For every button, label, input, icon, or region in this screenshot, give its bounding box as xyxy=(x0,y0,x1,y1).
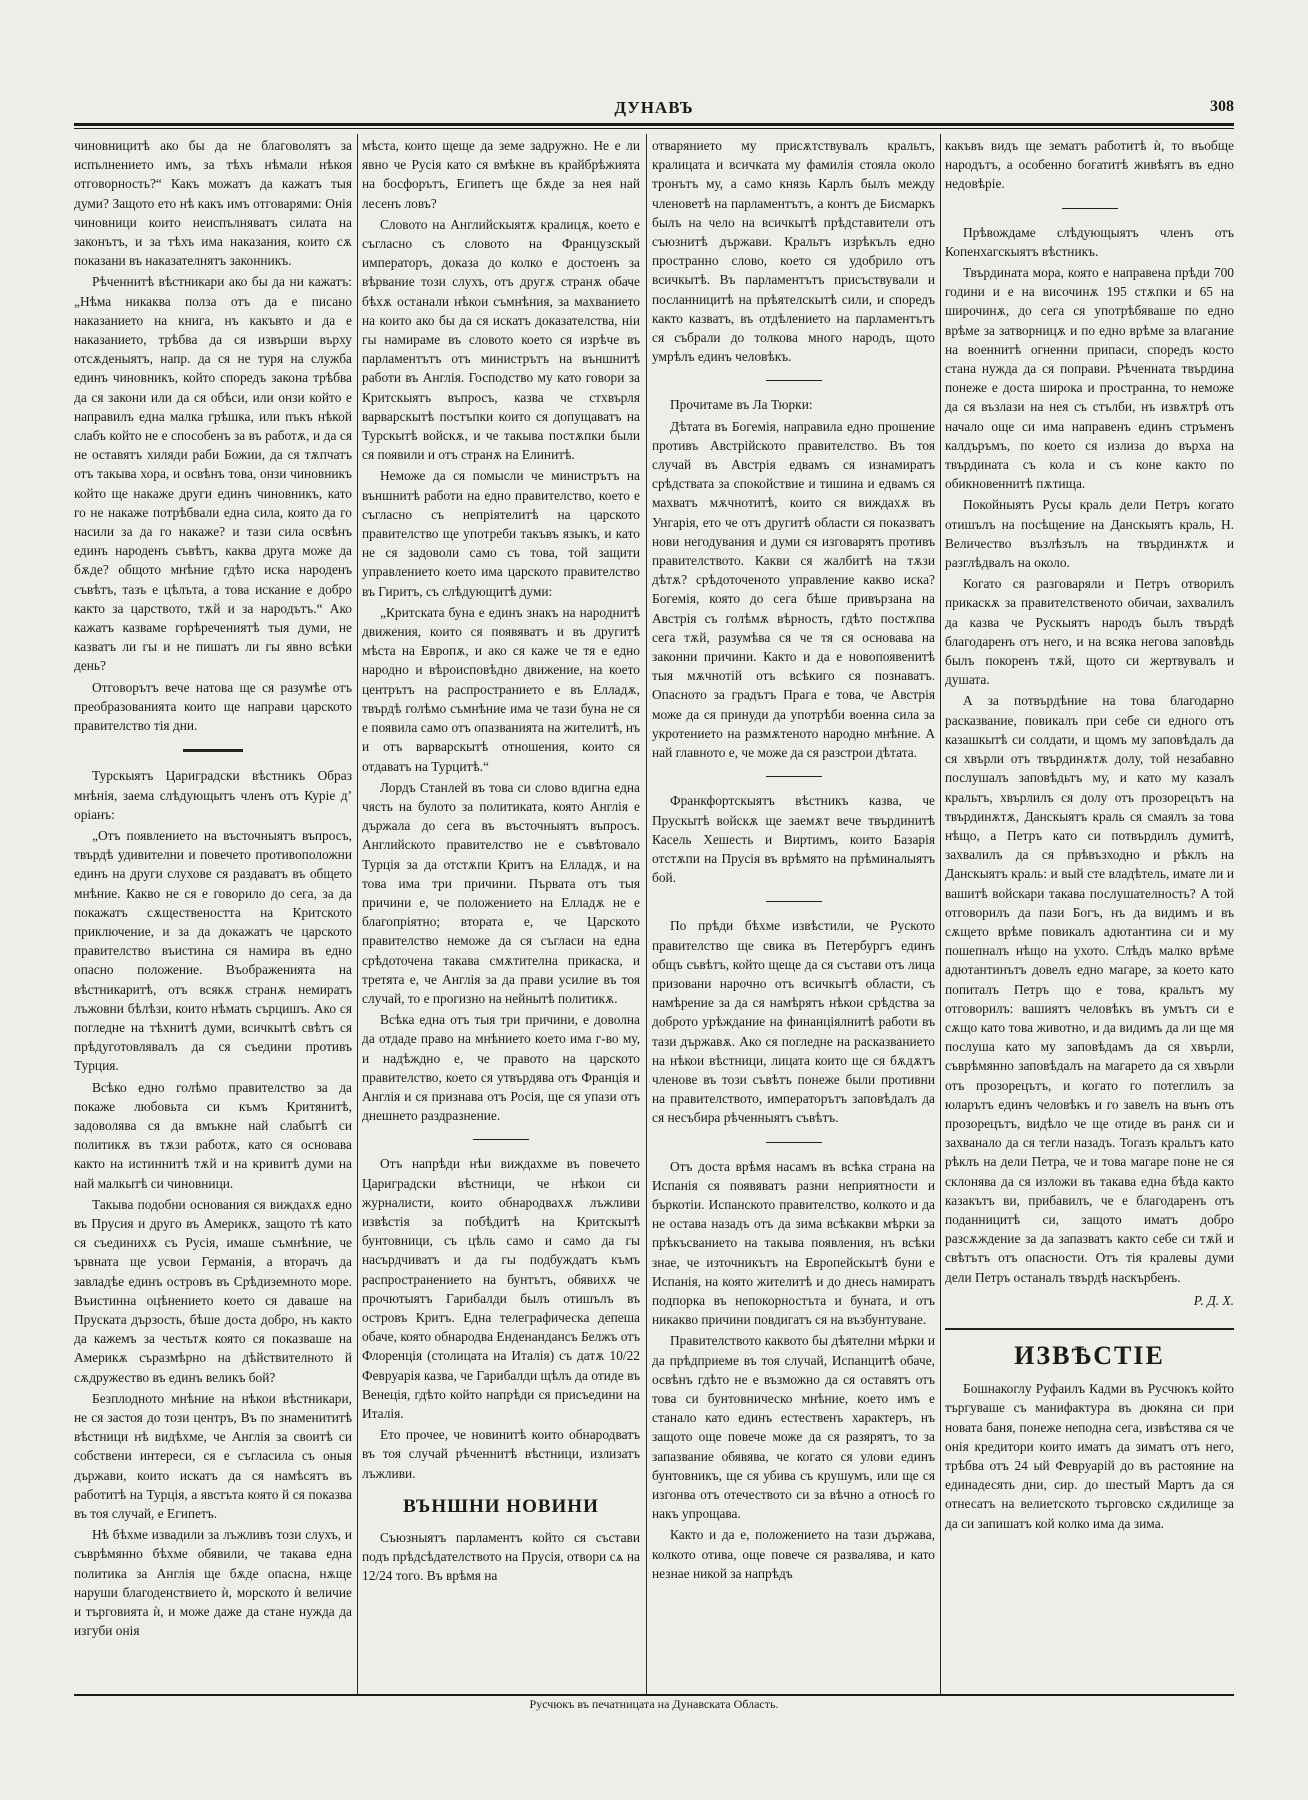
section-separator xyxy=(473,1139,529,1140)
printer-footer: Русчюкъ въ печатницата на Дунавската Область. xyxy=(529,1697,779,1711)
section-separator xyxy=(1062,208,1118,209)
paragraph: Когато ся разговаряли и Петръ отворилъ прикаскѫ за правителственото обичаи, захвалилъ да казва че Рускыятъ народъ былъ твърдѣ благодаренъ отъ него, и на всяка негова заповѣдь былъ покоренъ тѫй, щото си жертвувалъ и душата. xyxy=(945,576,1234,688)
paragraph: Лордъ Станлей въ това си слово вдигна една чясть на булото за политиката, която Англія е държала до сега въ въсточныятъ въпросъ. Английското правителство не е съвѣтовало Турція за да отстѫпи Критъ на Елладѫ, и на това има три причини. Първата отъ тыя причини е, че положението на Елладѫ не е благопріятно; втората е, че Царското правителство неможе да ся съгласи на една срѣдоточена такава смѫтителна прикаска, и третята е, че Англія за да прави усилие въ тоя случай, то е прогизно на нейнытѣ политикѫ. xyxy=(362,779,640,1006)
paragraph: Както и да е, положението на тази държава, колкото отива, още повече ся развалява, и като незнае никой за напрѣдъ xyxy=(652,1527,935,1581)
paragraph: отварянието му присѫтствувалъ кральтъ, кралицата и всичката му фамилія стояла около тронътъ му, а само князь Карлъ былъ между членоветѣ на парламентътъ, а контъ де Бисмаркъ былъ на чело на всичкытѣ прѣдставители отъ съюзнитѣ държави. Кральтъ изрѣкълъ едно пространно слово, което ся удобрило отъ всичкытѣ. Въ парламентътъ присъствували и посланницитѣ на прѣятелскытѣ сили, и споредъ както казватъ, въ отдѣлението на парламентътъ ся събрали до толкова много народъ, щото умрѣлъ единъ человѣкъ. xyxy=(652,138,935,365)
paragraph: чиновницитѣ ако бы да не благоволятъ за испълнението имъ, за тѣхъ нѣмали нѣкоя отговорность?“ Какъ можатъ да кажатъ тыя думи? Защото ето нѣ какъ имъ отговарями: Онія чиновници които неиспълняватъ силата на законътъ, и за тѣхъ има наказания, които сѫ показани въ наказателнятъ законникъ. xyxy=(74,138,352,269)
column-divider xyxy=(357,134,358,1694)
paragraph: „Отъ появлението на въсточныятъ въпросъ, твърдѣ удивителни и повечето противоположни единъ на други слухове ся раздаватъ въ общето мнѣние. Какво не ся е говорило до сега, за да покажатъ сѫществеността на Критското приключение, и за да докажатъ че царското правителство въистина ся намира въ едно опасно положение. Въображенията на вѣстникаритѣ, отъ всякѫ странѫ немиратъ лъжовни бѣлѣзи, които нѣмать сърцишъ. Ако ся погледне на тѣхнитѣ думи, всичкытѣ свѣтъ ся прѣдуготовлявалъ да ся съедини противъ Турция. xyxy=(74,827,352,1074)
section-separator xyxy=(766,901,822,902)
paragraph: По прѣди бѣхме извѣстили, че Руското правителство ще свика въ Петербургъ единъ общъ съвѣтъ, който щеще да ся състави отъ лица призовани нарочно отъ всичкытѣ области, съ намѣрение за да ся намѣрятъ нѣкои срѣдства за доброто урѣждание на финанціялнитѣ работи въ тази държавѫ. Ако ся погледне на расказванието на нѣкои вѣстници, лицата които ще ся бѫдѫтъ членове въ този съвѣтъ понеже были противни на правителството, императорътъ заповѣдалъ да ся несъбира рѣченныятъ съвѣтъ. xyxy=(652,918,935,1126)
paragraph: какъвъ видъ ще зематъ работитѣ ѝ, то въобще народътъ, а особенно богатитѣ живѣятъ въ едно недовѣріе. xyxy=(945,138,1234,192)
paragraph: Отъ напрѣди нѣи виждахме въ повечето Цариградски вѣстници, че нѣкои си журналисти, които обнародвахѫ лъжливи извѣстія за побѣдитѣ на Критскытѣ бунтовници, съ цѣль само и само да гы насърдчиватъ и да гы подбуждатъ къмъ распространението на бунтътъ, обявихѫ че прочютыятъ Гарибалди былъ отишълъ въ островъ Критъ. Една телеграфическа депеша обаче, която обнародва Енденандансъ Белжъ отъ Флоренція (столицата на Италія) съ датѫ 10/22 Февруарія казва, че Гарибалди щѣлъ да отиде въ Венеція, гдѣто който напрѣди ся присъедини на Италія. xyxy=(362,1156,640,1421)
section-separator xyxy=(766,1142,822,1143)
masthead xyxy=(74,98,1234,124)
column-3 xyxy=(652,136,935,1691)
section-separator xyxy=(183,749,243,752)
column-1 xyxy=(74,136,352,1691)
page-number: 308 xyxy=(1210,98,1234,115)
top-rule xyxy=(74,123,1234,126)
column-2 xyxy=(362,136,640,1691)
paragraph: „Критската буна е единъ знакъ на народнитѣ движения, които ся появяватъ и въ другитѣ мѣста на Европѫ, и ако ся каже че тя е едно народно и вѣроисповѣдно движение, на което центрътъ на распространието е въ Елладѫ, твърдѣ голѣмо съмнѣние има че тази буна не ся е появила само отъ опазванията на жителитѣ, нъ и отъ варварскытѣ отношения, които ся отдаватъ на Турцитѣ.“ xyxy=(362,604,640,774)
paragraph: Отъ доста врѣмя насамъ въ всѣка страна на Испанія ся появяватъ разни неприятности и бъркотіи. Испанското правителство, колкото и да не остава назадъ отъ да зима всѣкакви мѣрки за прѣкъсванието на такыва появления, нъ всѣки знае, че източникътъ на Европейскытѣ буни е Испанія, на която жителитѣ и до днесь намиратъ подпорка въ непокорностъта и буната, и отъ никакво причини повдигатъ ся на възбунтуване. xyxy=(652,1158,935,1328)
section-heading-notice: ИЗВѢСТІЕ xyxy=(945,1328,1234,1365)
column-divider xyxy=(646,134,647,1694)
paragraph: Всѣко едно голѣмо правителство за да покаже любовьта си къмъ Критянитѣ, задоволява ся да вмъкне най слабытѣ си политикѫ въ тѫзи работѫ, като ся основава както на истиннитѣ тѫй и на кривитѣ думи на най малкытѣ си чиновници. xyxy=(74,1079,352,1191)
paragraph: Турскыятъ Цариградски вѣстникъ Образ мнѣнія, заема слѣдующытъ членъ отъ Куріе д’ оріанъ: xyxy=(74,768,352,822)
paragraph: Твърдината мора, която е направена прѣди 700 години и е на височинѫ 195 стѫпки и 65 на широчинѫ, до сега ся употрѣбяваше по едно врѣме за затворницѫ и по едно врѣме за влагание на военнитѣ огненни припаси, споредъ косто стана нужда да ся поправи. Рѣченната твърдина понеже е доста широка и пространна, то неможе да ся възлази на нея съ стълби, нъ извѫтрѣ отъ начало още си има направенъ единъ стръменъ калдъръмъ, по което ся излиза до върха на твърдината съ кола и съ коне както по обикновеннитѣ пѫтища. xyxy=(945,265,1234,492)
column-4 xyxy=(945,136,1234,1691)
paragraph: Рѣченнитѣ вѣстникари ако бы да ни кажатъ: „Нѣма никаква полза отъ да е писано наказанието на книга, нъ какъвто и да е наказанието, трѣбва да ся извърши върху отсѫденыятъ, напр. да ся не туря на служба единъ чиновникъ, който споредъ закона трѣбва да ся закони или да ся обѣси, или онзи който е направилъ една малка грѣшка, или пъкъ нѣкой слабъ който не е способенъ за въ работѫ, и да ся не оставятъ хиляди раби Божии, да ся тѫпчатъ отъ такыва хора, и освѣнъ това, онзи чиновникъ който ще накаже други единъ чиновникъ, като го не накаже потрѣбвали една сила, която да го насили за да го накаже? и тази сила освѣнъ единъ народенъ съвѣтъ, каква друга може да бѫде? общото мнѣние гдѣто иска народенъ съвѣтъ, тазъ е цѣлъта, а това искание е добро както за царството, тѫй и за народътъ.“ Ако кажатъ казваме горѣречениятѣ тыя думи, не казватъ ли гы и не пишатъ ли гы явно всѣки день? xyxy=(74,274,352,674)
paragraph: Ето прочее, че новинитѣ които обнародватъ въ тоя случай рѣченнитѣ вѣстници, излизатъ лъжливи. xyxy=(362,1427,640,1481)
paragraph: Словото на Английскыятѫ кралицѫ, което е съгласно съ словото на Французскый императоръ, доказа до колко е достоенъ за вѣрвание този слухъ, отъ другѫ странѫ обаче бѣхѫ останали нѣкои съмнѣния, за махванието на които ако бы да ся искатъ доказателства, ніи гы намираме въ словото което ся изрѣче въ парламентътъ отъ министрътъ на външнитѣ работи въ Англія. Господство му като говори за Критскыятъ въпросъ, казва че стхвърля варварскытѣ постъпки които ся допущаватъ на Турскытѣ войскѫ, и че такыва постѫпки были ся появили и отъ странѫ на Елинитѣ. xyxy=(362,216,640,463)
paragraph: Отговорътъ вече натова ще ся разумѣе отъ преобразованията които ще направи царското правителство тія дни. xyxy=(74,679,352,734)
paragraph: А за потвърдѣние на това благодарно расказвание, повикалъ при себе си едного отъ казашкытѣ си солдати, и щомъ му заповѣдалъ да ся хвърли отъ твърдинѫтѫ долу, той незабавно послушалъ заповѣдьтъ му, и като му казалъ кральтъ, хвърлилъ ся долу отъ прозорецътъ на твърдинѫтѫ, Данскыятъ краль ся смаялъ за това нѣщо, а Петръ като си потвърдилъ думитѣ, захвалилъ да ся прѣвъзходно и рѣклъ на Данскыятъ краль: и вый сте владѣтель, имате ли и вашитѣ войскари такава послушателность? А той отговорилъ да пази Богъ, нъ да видимъ и въ сѫщето врѣме повикалъ адютантина си и му пошепналъ нѣщо на ухото. Слѣдъ малко врѣме адютантинътъ довелъ едно магаре, за което като попиталъ Петръ що е това, кральтъ му отговорилъ: вашиятъ человѣкъ въ умътъ си е сѫщо като това животно, и да видимъ да ли ще мя послуша като му заповѣдамъ да ся хвърли, съврѣмянно заповѣдалъ на магарето да ся хвърли отъ прозорецътъ, и когато го потеглилъ за юларътъ единъ человѣкъ и го завелъ на вънъ отъ прозорецътъ, видѣло че ще отиде въ ранѫ си и захванало да ся тегли назадъ. Тогазъ кральтъ като рѣклъ на дели Петра, че и това магаре поне не ся склонява да ся изложи въ такава една бѣда както казакътъ ви, прибавилъ, че е благодаренъ отъ поданницитѣ си, защото иматъ добро разсѫждение за да запазватъ както себе си тѫй и свѣтътъ отъ опасности. Отъ тія кралевы думи дели Петръ останалъ твърдѣ наскърбенъ. xyxy=(945,693,1234,1285)
bottom-rule xyxy=(74,1694,1234,1696)
paragraph: Съюзныятъ парламентъ който ся състави подъ прѣдсѣдателството на Прусія, отвори сѧ на 12/24 того. Въ врѣмя на xyxy=(362,1530,640,1584)
paragraph: Бошнакоглу Руфаилъ Кадми въ Русчюкъ който търгуваше съ манифактура въ дюкяна си при новата баня, понеже неподна сега, извѣстява ся че онія кредитори които иматъ да зиматъ отъ него, трѣбва отъ 24 ый Февруарій до въ растояние на единадесять дни, сир. до шестый Мартъ да ся отнесатъ на велиетското търговско сѫдилище за да си запишатъ кой колко има да зима. xyxy=(945,1381,1234,1531)
paragraph: Нѣ бѣхме извадили за лъжливъ този слухъ, и съврѣмянно бѣхме обявили, че такава една политика за Англія ще бѫде опасна, нѫще наруши благоденствието ѝ, морското ѝ величие и търговията ѝ, и може даже да стане нужда да изгуби онія xyxy=(74,1527,352,1639)
paragraph: Дѣтата въ Богемія, направила едно прошение противъ Австрійското правителство. Въ тоя случай въ Австрія едвамъ ся изнамиратъ срѣдствата за спокойствие и тишина и едвамъ ся махватъ мѫчнотитѣ, които ся виждахѫ въ Унгарія, ето че отъ другитѣ области ся показватъ нови негодувания и думи ся изговарятъ противъ правителството. Какви ся жалбитѣ на тѫзи дѣтѫ? срѣдоточеното управление какво иска? Богемія, която до сега бѣше привързана на Австрія съ голѣмѫ вѣрность, гдѣто постѫпва сега тѫй, разумѣва ся че тя ся основава на законни причини. Както и да е новопоявенитѣ тыя мѫчнотій отъ всѣкиго ся познаватъ. Опасното за градътъ Прага е това, че Австрія може да ся принуди да употрѣби военна сила за укротението на размѫтеното народно мнѣние. А най главното е, че може да ся разстрои дѣтата. xyxy=(652,418,935,761)
paragraph: Всѣка една отъ тыя три причини, е доволна да отдаде право на мнѣнието което има г-во му, и надѣждно е, че правото на царското правителство, което ся утвърдява отъ Франція и Англія и ся признава отъ Росія, ще ся упази отъ днешнето раздразнение. xyxy=(362,1012,640,1124)
column-divider xyxy=(940,134,941,1694)
paragraph: Прочитаме въ Ла Тюрки: xyxy=(670,397,813,413)
paragraph: Неможе да ся помысли че министрътъ на външнитѣ работи на едно правителство, което е съгласно съ непріятелитѣ на царското правителство ще употреби такъвъ языкъ, и като не ся задоволи само съ това, той защити управлението което има царското правителство въ Гиритъ, съ слѣдующитѣ думи: xyxy=(362,468,640,599)
section-separator xyxy=(766,380,822,381)
paragraph: Покойныятъ Русы краль дели Петръ когато отишълъ на посѣщение на Данскыятъ краль, Н. Величество възлѣзълъ на твърдинѫтѫ и разглѣдвалъ на около. xyxy=(945,497,1234,571)
section-heading-foreign-news: ВЪНШНИ НОВИНИ xyxy=(403,1495,599,1517)
newspaper-title: ДУНАВЪ xyxy=(614,98,694,117)
paragraph: Безплодното мнѣние на нѣкои вѣстникари, не ся застоя до този центръ, Въ по знаменититѣ вѣстници нѣ видѣхме, че Англія за своитѣ си собствени интереси, ся е съгласила съ оныя държави, които искатъ да ся намѣсятъ въ работитѣ на Турція, а явстъта която й ся показва въ тоя случай, е Египетъ. xyxy=(74,1390,352,1522)
top-rule-thin xyxy=(74,128,1234,129)
section-separator xyxy=(766,776,822,777)
signature: Р. Д. Х. xyxy=(1193,1292,1234,1308)
paragraph: Такыва подобни основания ся виждахѫ едно въ Прусия и друго въ Америкѫ, защото тѣ като ся съединихѫ съ Русія, имаше съмнѣние, че ървната ще усвои Германія, а вторачъ да завладѣе единъ островъ въ Срѣдиземното море. Въистинна оцѣнението което ся даваше на Пруската дързость, бѣше доста добро, нъ както да кажемъ за честьтѫ която ся показваше на Америкѫ съразмѣрно на дѣйствителното й сѫдружество въ единъ великъ бой? xyxy=(74,1196,352,1385)
paragraph: мѣста, които щеще да земе задружно. Не е ли явно че Русія като ся вмѣкне въ крайбрѣжията на босфорътъ, Египетъ ще бѫде за нея най лесенъ ловъ? xyxy=(362,138,640,211)
paragraph: Франкфортскыятъ вѣстникъ казва, че Прускытѣ войскѫ ще заемѫт вече твърдинитѣ Касель Хешесть и Виртимъ, които Базарія отстѫпи на Прусія въ врѣмято на прѣминалыятъ бой. xyxy=(652,793,935,886)
paragraph: Правителството каквото бы дѣятелни мѣрки и да прѣдприеме въ тоя случай, Испанцитѣ обаче, освѣнъ гдѣто не е възможно да ся оставятъ отъ това си бунтовническо мнѣние, което имъ е станало като единъ естественъ характеръ, нъ защото още повече може да ся разярятъ, то за запазвание обявява, че когато ся улови единъ бунтовникъ, ще ся убива съ крушумъ, или ще ся изгонва отъ отечеството си за вѣчно а относѣ го накъ упрощава. xyxy=(652,1333,935,1522)
paragraph: Прѣвождаме слѣдующыятъ членъ отъ Копенхагскыятъ вѣстникъ. xyxy=(945,224,1234,259)
